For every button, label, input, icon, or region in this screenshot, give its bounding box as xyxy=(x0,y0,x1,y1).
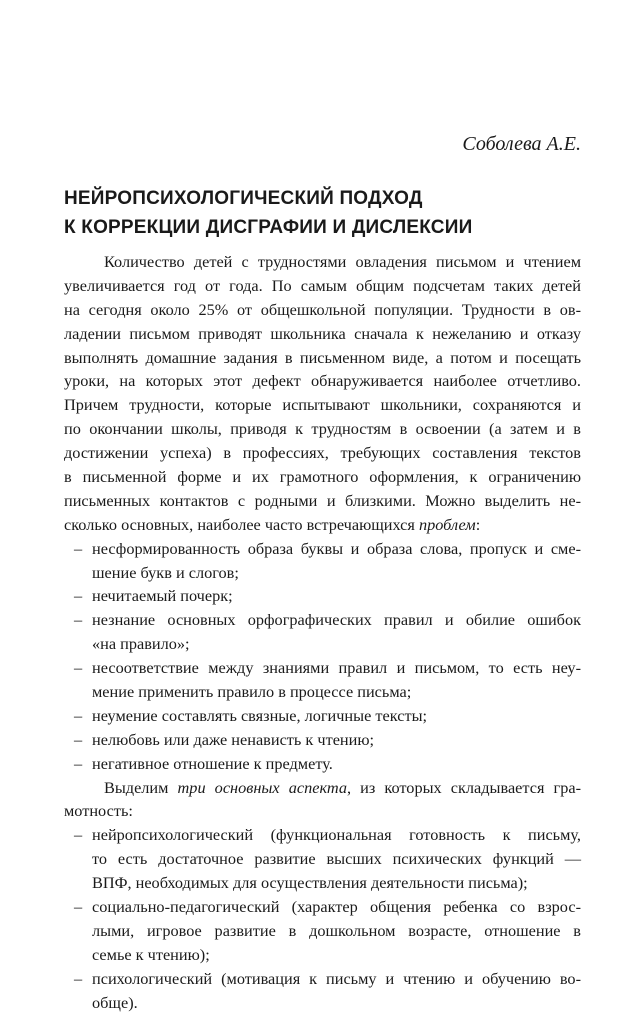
dash-marker: – xyxy=(74,897,83,917)
text-fragment: : xyxy=(475,514,481,534)
text-line: ладении письмом приводят школьника сначала к нежеланию и отказу xyxy=(64,323,581,343)
text-line: на сегодня около 25% от общешкольной популяции. Трудности в ов- xyxy=(64,299,581,319)
problem-list xyxy=(64,537,581,776)
text-line xyxy=(64,776,581,800)
dash-marker: – xyxy=(74,610,83,630)
list-item xyxy=(64,823,581,847)
title-line-1: НЕЙРОПСИХОЛОГИЧЕСКИЙ ПОДХОД xyxy=(64,188,423,209)
list-item xyxy=(64,608,581,632)
text-fragment: , из которых складывается гра- xyxy=(347,777,581,797)
title-line-2: К КОРРЕКЦИИ ДИСГРАФИИ И ДИСЛЕКСИИ xyxy=(64,217,473,238)
text-line: Количество детей с трудностями овладения письмом и чтением xyxy=(104,252,581,271)
list-item-text: нечитаемый почерк; xyxy=(92,586,233,606)
text-line: по окончании школы, приводя к трудностям в освоении (а затем и в xyxy=(64,419,581,439)
list-item-continuation: ВПФ, необходимых для осуществления деятельности письма); xyxy=(92,873,528,893)
paragraph-aspects xyxy=(64,776,581,824)
list-item xyxy=(64,656,581,680)
list-item xyxy=(64,728,581,752)
list-item-text: нелюбовь или даже ненависть к чтению; xyxy=(92,729,375,749)
text-line: увеличивается год от года. По самым общим подсчетам таких детей xyxy=(64,275,581,295)
dash-marker: – xyxy=(74,753,83,773)
list-item-text: неумение составлять связные, логичные тексты; xyxy=(92,705,428,725)
author-name: Соболева А.Е. xyxy=(462,133,581,155)
dash-marker: – xyxy=(74,729,83,749)
dash-marker: – xyxy=(74,825,83,845)
dash-marker: – xyxy=(74,658,83,678)
list-item-text: психологический (мотивация к письму и чтению и обучению во- xyxy=(92,968,581,988)
list-item xyxy=(64,752,581,776)
list-item xyxy=(64,895,581,919)
text-line: достижении успеха) в профессиях, требующих составления текстов xyxy=(64,443,581,463)
dash-marker: – xyxy=(74,705,83,725)
emphasis-problems: проблем xyxy=(418,514,476,534)
text-line: в письменной форме и их грамотного оформления, к ограничению xyxy=(64,467,581,487)
text-line: выполнять домашние задания в письменном виде, а потом и посещать xyxy=(64,347,581,367)
article-body xyxy=(64,250,581,1015)
dash-marker: – xyxy=(74,538,83,558)
text-line: Причем трудности, которые испытывают школьники, сохраняются и xyxy=(64,395,581,415)
text-line: уроки, на которых этот дефект обнаруживается наиболее отчетливо. xyxy=(64,371,581,391)
emphasis-three-aspects: три основных аспекта xyxy=(177,777,347,797)
list-item xyxy=(64,704,581,728)
list-item xyxy=(64,967,581,991)
paragraph-intro xyxy=(64,250,581,537)
dash-marker: – xyxy=(74,586,83,606)
list-item-text: несформированность образа буквы и образа слова, пропуск и сме- xyxy=(92,538,581,558)
article-title xyxy=(64,184,584,242)
list-item-continuation: лыми, игровое развитие в дошкольном возрасте, отношение в xyxy=(92,920,581,940)
list-item-continuation: «на правило»; xyxy=(92,634,190,654)
list-item-text: незнание основных орфографических правил и обилие ошибок xyxy=(92,610,581,630)
aspect-list xyxy=(64,823,581,1014)
text-fragment: сколько основных, наиболее часто встречающихся xyxy=(64,514,419,534)
list-item-continuation: то есть достаточное развитие высших психических функций — xyxy=(92,849,581,869)
list-item-continuation: семье к чтению); xyxy=(92,944,210,964)
text-line: письменных контактов с родными и близкими. Можно выделить не- xyxy=(64,490,581,510)
text-line xyxy=(64,513,581,537)
list-item-continuation: мение применить правило в процессе письма; xyxy=(92,682,412,702)
list-item-text: несоответствие между знаниями правил и письмом, то есть неу- xyxy=(92,658,581,678)
list-item-continuation: обще). xyxy=(92,992,138,1012)
dash-marker: – xyxy=(74,968,83,988)
text-fragment: Выделим xyxy=(104,777,178,797)
list-item xyxy=(64,584,581,608)
list-item xyxy=(64,537,581,561)
list-item-continuation: шение букв и слогов; xyxy=(92,562,239,582)
list-item-text: социально-педагогический (характер общения ребенка со взрос- xyxy=(92,897,581,917)
list-item-text: негативное отношение к предмету. xyxy=(92,753,333,773)
list-item-text: нейропсихологический (функциональная готовность к письму, xyxy=(92,825,581,845)
text-line: мотность: xyxy=(64,801,133,821)
